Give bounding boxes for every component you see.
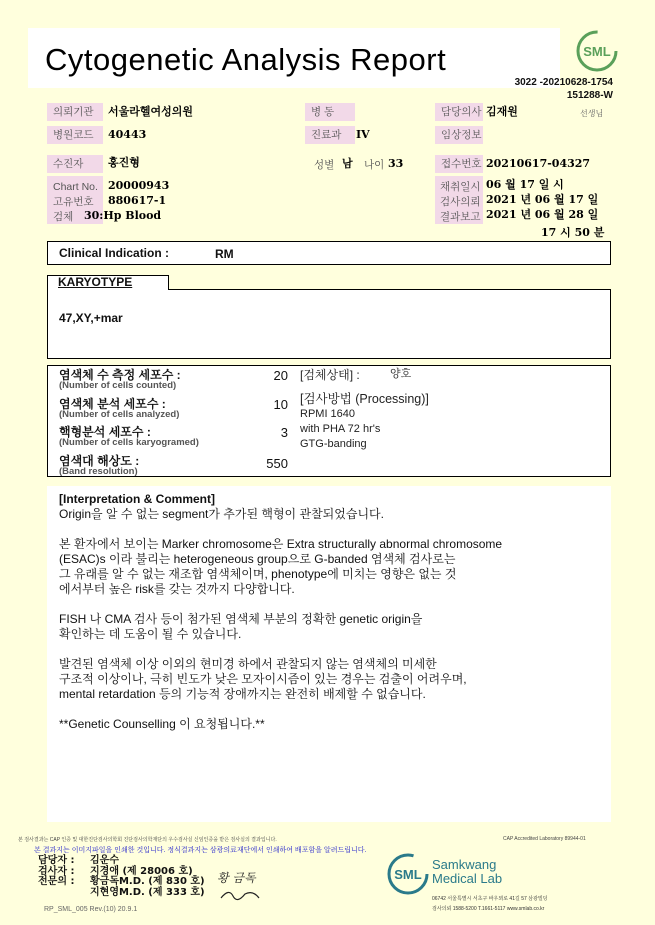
comment-line: 본 환자에서 보이는 Marker chromosome은 Extra structurally abnormal chromosome <box>59 537 503 551</box>
dept-label: 진료과 <box>305 126 355 144</box>
receipt-value: 20210617-04327 <box>486 157 591 170</box>
count-item <box>59 455 139 477</box>
comment-line: Origin을 알 수 없는 segment가 추가된 핵형이 관찰되었습니다. <box>59 507 384 521</box>
count-sub: (Number of cells karyogramed) <box>59 437 199 448</box>
staff-value: 황금독M.D. (제 830 호) <box>90 876 205 887</box>
comment-paragraph <box>59 507 599 522</box>
count-value: 550 <box>266 456 288 471</box>
count-item <box>59 426 199 448</box>
staff-label: 검사자 : <box>38 866 75 877</box>
comment-header: [Interpretation & Comment] <box>59 492 215 506</box>
institution-value: 서울라헬여성의원 <box>108 105 194 118</box>
count-label: 핵형분석 세포수 : <box>59 425 151 439</box>
institution-label: 의뢰기관 <box>47 103 103 121</box>
receipt-label: 접수번호 <box>435 155 483 173</box>
comment-line: (ESAC)s 이라 불리는 heterogeneous group으로 G-banded 염색체 검사로는 <box>59 552 456 566</box>
count-value: 3 <box>280 425 288 440</box>
report-id-line2: 151288-W <box>566 90 613 101</box>
staff-value: 지경애 (제 28006 호) <box>90 866 193 877</box>
specimen-status-value: 양호 <box>390 368 412 380</box>
count-value: 20 <box>273 368 288 383</box>
processing-line: with PHA 72 hr's <box>300 423 381 435</box>
unique-value: 880617-1 <box>108 194 167 207</box>
count-label: 염색체 분석 세포수 : <box>59 397 166 411</box>
lab-name-line1: Samkwang <box>432 857 497 872</box>
count-sub: (Number of cells analyzed) <box>59 409 180 420</box>
specimen-status <box>300 368 360 383</box>
dept-value: IV <box>356 128 370 141</box>
sml-logo-icon <box>576 30 618 72</box>
count-value: 10 <box>273 397 288 412</box>
comment-paragraph <box>59 657 599 702</box>
lab-name-line2: Medical Lab <box>432 871 503 886</box>
staff-label: 전문의 : <box>38 876 75 887</box>
revision-code: RP_SML_005 Rev.(10) 20.9.1 <box>44 906 138 913</box>
request-value: 2021 년 06 월 17 일 <box>486 193 599 206</box>
comment-paragraph <box>59 717 599 732</box>
collect-label: 채취일시 <box>440 181 481 193</box>
clinical-info-label: 임상정보 <box>435 126 483 144</box>
accreditation-note: 본 검사결과는 CAP 인증 및 대한진단검사의학회 진단검사의학재단의 우수검사실 신임인증을 받은 검사실의 결과입니다. <box>18 837 277 843</box>
signature-icon <box>215 868 265 906</box>
processing-line: RPMI 1640 <box>300 408 356 420</box>
count-label: 염색체 수 측정 세포수 : <box>59 368 181 382</box>
karyotype-value: 47,XY,+mar <box>59 311 123 325</box>
specimen-value: 30:Hp Blood <box>84 209 162 222</box>
patient-label: 수진자 <box>47 155 103 173</box>
hospital-code-value: 40443 <box>108 128 147 141</box>
report-title: Cytogenetic Analysis Report <box>45 42 447 77</box>
count-sub: (Number of cells counted) <box>59 380 177 391</box>
processing-label: [검사방법 (Processing)] <box>300 392 429 406</box>
comment-line: 에서부터 높은 risk를 갖는 것까지 다양합니다. <box>59 582 295 596</box>
signature-text: 황 금독 <box>217 871 256 885</box>
count-item <box>59 398 179 420</box>
result-value: 2021 년 06 월 28 일 <box>486 208 599 221</box>
sex-label: 성별 <box>314 159 335 171</box>
sex-value: 남 <box>342 157 353 170</box>
unique-label: 고유번호 <box>53 196 94 208</box>
count-label: 염색대 해상도 : <box>59 454 140 468</box>
comment-line: 확인하는 데 도움이 될 수 있습니다. <box>59 627 242 641</box>
result-label: 결과보고 <box>440 211 481 223</box>
clinical-indication-value: RM <box>215 247 234 261</box>
comment-line: 구조적 이상이나, 극히 빈도가 낮은 모자이시즘이 있는 경우는 검출이 어려우며, <box>59 672 467 686</box>
specimen-status-label: [검체상태] : <box>300 368 360 382</box>
doctor-label: 담당의사 <box>435 103 483 121</box>
chart-label: Chart No. <box>53 181 98 193</box>
comment-line: FISH 나 CMA 검사 등이 첨가된 염색체 부분의 정확한 genetic origin을 <box>59 612 423 626</box>
result-time: 17 시 50 분 <box>541 226 605 239</box>
doctor-value: 김재원 <box>486 105 518 118</box>
lab-name <box>432 858 502 886</box>
staff-value: 김운수 <box>90 855 119 866</box>
count-sub: (Band resolution) <box>59 466 138 477</box>
samkwang-logo-text: SML <box>394 867 422 882</box>
cap-note: CAP Accredited Laboratory 89944-01 <box>503 836 586 842</box>
age-label: 나이 <box>364 159 385 171</box>
processing-line: GTG-banding <box>300 438 367 450</box>
doctor-suffix: 선생님 <box>580 109 604 118</box>
request-label: 검사의뢰 <box>440 196 481 208</box>
sml-logo-text: SML <box>583 44 611 59</box>
comment-line: 그 유래를 알 수 없는 재조합 염색체이며, phenotype에 미치는 영향은 없는 것 <box>59 567 457 581</box>
comment-line: mental retardation 등의 기능적 장애까지는 완전히 배제할 수 없습니다. <box>59 687 426 701</box>
comment-line: 발견된 염색체 이상 이외의 현미경 하에서 관찰되지 않는 염색체의 미세한 <box>59 657 437 671</box>
samkwang-logo-icon <box>386 852 430 896</box>
hospital-code-label: 병원코드 <box>47 126 103 144</box>
lab-contact: 검사의뢰 1588-5200 T.1661-5117 www.smlab.co.kr <box>432 906 545 912</box>
interpretation-comment <box>59 492 599 747</box>
clinical-indication-label: Clinical Indication : <box>59 246 170 260</box>
report-id <box>515 76 613 102</box>
processing <box>300 392 429 452</box>
print-notice: 본 결과지는 이미지파일을 인쇄한 것입니다. 정식결과지는 삼광의료재단에서 인쇄하여 배포함을 알려드립니다. <box>34 847 367 854</box>
comment-line: **Genetic Counselling 이 요청됩니다.** <box>59 717 265 731</box>
staff-label: 담당자 : <box>38 855 75 866</box>
count-item <box>59 369 181 391</box>
ward-label: 병 동 <box>305 103 355 121</box>
karyotype-box <box>47 289 611 359</box>
age-value: 33 <box>388 157 404 170</box>
lab-address: 06742 서울특별시 서초구 바우뫼로 41길 57 삼광빌딩 <box>432 896 548 902</box>
comment-paragraph <box>59 612 599 642</box>
report-id-line1: 3022 -20210628-1754 <box>514 77 613 88</box>
specimen-label: 검체 <box>53 211 74 223</box>
comment-paragraph <box>59 537 599 597</box>
patient-value: 홍진형 <box>108 156 140 169</box>
chart-value: 20000943 <box>108 179 170 192</box>
staff-value: 지현영M.D. (제 333 호) <box>90 887 205 898</box>
collect-value: 06 월 17 일 시 <box>486 178 564 191</box>
karyotype-label: KARYOTYPE <box>47 275 169 290</box>
